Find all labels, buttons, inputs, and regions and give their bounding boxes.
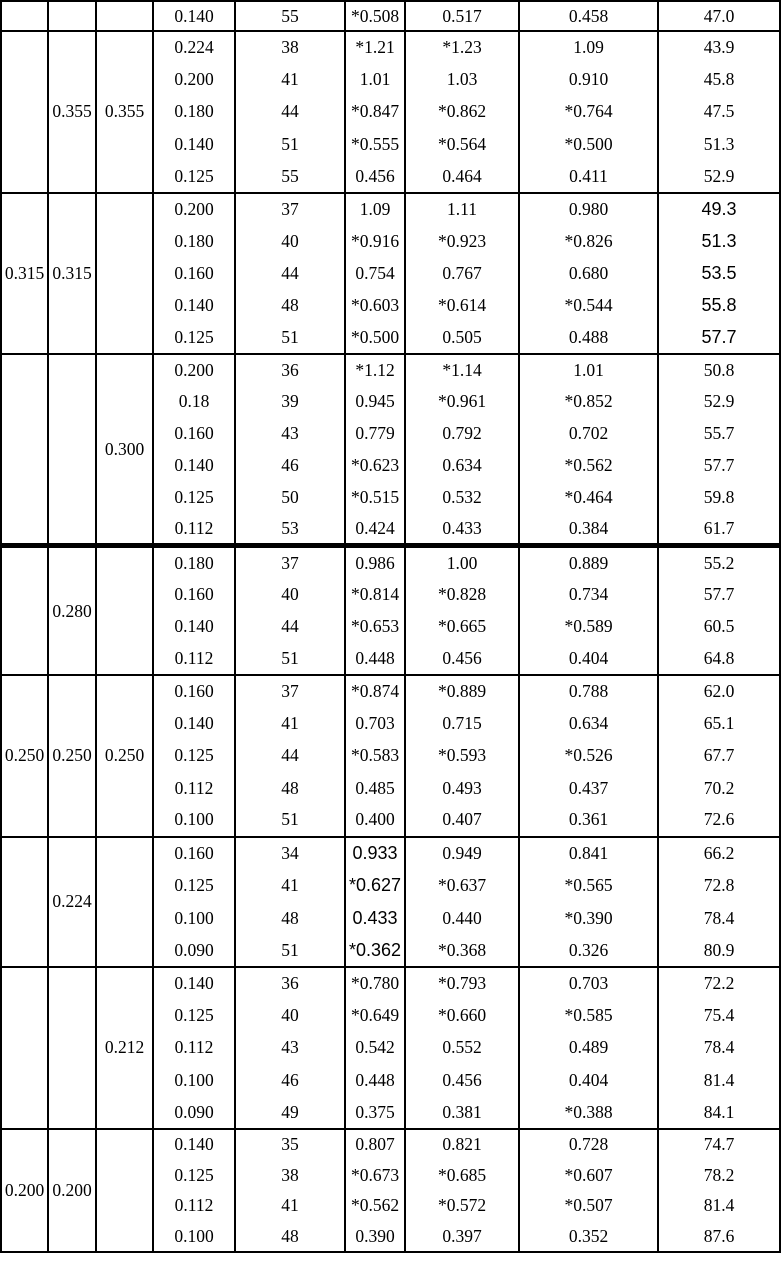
- group-label-a: 0.200: [1, 1129, 48, 1252]
- table-cell: 0.945: [345, 386, 405, 418]
- table-cell: 41: [235, 707, 345, 739]
- table-cell: 60.5: [658, 610, 780, 642]
- table-cell: *0.685: [405, 1160, 519, 1191]
- table-row: [1, 193, 780, 225]
- table-cell: 0.407: [405, 804, 519, 836]
- table-cell: *0.828: [405, 578, 519, 610]
- table-cell: 55.2: [658, 546, 780, 578]
- table-cell: *0.862: [405, 96, 519, 128]
- table-cell: 0.140: [153, 450, 235, 482]
- group-label-c: [96, 193, 153, 354]
- table-cell: 1.11: [405, 193, 519, 225]
- table-cell: 51.3: [658, 128, 780, 160]
- table-cell: 51.3: [658, 225, 780, 257]
- table-cell: 59.8: [658, 482, 780, 514]
- table-cell: *0.562: [345, 1191, 405, 1222]
- table-cell: 0.112: [153, 1191, 235, 1222]
- table-cell: 40: [235, 578, 345, 610]
- table-cell: *0.526: [519, 739, 658, 771]
- table-cell: *0.515: [345, 482, 405, 514]
- table-cell: 0.375: [345, 1097, 405, 1129]
- table-cell: *0.923: [405, 225, 519, 257]
- table-cell: 72.8: [658, 869, 780, 902]
- table-cell: 84.1: [658, 1097, 780, 1129]
- table-cell: 0.703: [519, 967, 658, 999]
- table-cell: 1.01: [519, 354, 658, 386]
- table-cell: 38: [235, 1160, 345, 1191]
- table-row: [1, 31, 780, 63]
- table-cell: 35: [235, 1129, 345, 1160]
- table-cell: 0.440: [405, 902, 519, 935]
- table-cell: *0.564: [405, 128, 519, 160]
- table-cell: 36: [235, 354, 345, 386]
- table-cell: 0.728: [519, 1129, 658, 1160]
- table-cell: 55: [235, 161, 345, 193]
- table-cell: 51: [235, 322, 345, 354]
- table-row: [1, 967, 780, 999]
- table-cell: 0.424: [345, 514, 405, 546]
- table-cell: 0.326: [519, 934, 658, 967]
- table-cell: 74.7: [658, 1129, 780, 1160]
- table-cell: 50: [235, 482, 345, 514]
- table-cell: 81.4: [658, 1191, 780, 1222]
- table-cell: 55.7: [658, 418, 780, 450]
- table-cell: *0.916: [345, 225, 405, 257]
- table-cell: 51: [235, 804, 345, 836]
- table-cell: 0.448: [345, 1064, 405, 1096]
- table-cell: 0.140: [153, 1129, 235, 1160]
- table-cell: 0.125: [153, 1160, 235, 1191]
- table-cell: 0.200: [153, 193, 235, 225]
- table-cell: 43: [235, 418, 345, 450]
- group-label-a: [1, 837, 48, 967]
- table-cell: *0.583: [345, 739, 405, 771]
- table-cell: 65.1: [658, 707, 780, 739]
- group-label-c: 0.212: [96, 967, 153, 1129]
- table-cell: *0.793: [405, 967, 519, 999]
- table-cell: 43: [235, 1032, 345, 1064]
- table-cell: *0.614: [405, 290, 519, 322]
- table-cell: 1.09: [345, 193, 405, 225]
- table-cell: *0.585: [519, 999, 658, 1031]
- table-cell: 49.3: [658, 193, 780, 225]
- table-cell: 0.980: [519, 193, 658, 225]
- table-cell: 36: [235, 967, 345, 999]
- table-cell: 0.933: [345, 837, 405, 870]
- table-cell: *1.21: [345, 31, 405, 63]
- table-cell: 0.125: [153, 999, 235, 1031]
- table-cell: 0.458: [519, 1, 658, 31]
- table-cell: 0.125: [153, 161, 235, 193]
- table-cell: 1.09: [519, 31, 658, 63]
- table-cell: 37: [235, 675, 345, 707]
- table-cell: 0.433: [345, 902, 405, 935]
- table-cell: 44: [235, 739, 345, 771]
- table-cell: 0.140: [153, 1, 235, 31]
- table-cell: 41: [235, 869, 345, 902]
- table-cell: 0.125: [153, 739, 235, 771]
- table-cell: 0.125: [153, 322, 235, 354]
- table-cell: 0.180: [153, 96, 235, 128]
- table-cell: 55: [235, 1, 345, 31]
- table-cell: *0.826: [519, 225, 658, 257]
- table-cell: 0.889: [519, 546, 658, 578]
- table-cell: 0.140: [153, 707, 235, 739]
- table-cell: 87.6: [658, 1221, 780, 1252]
- table-cell: 0.493: [405, 772, 519, 804]
- table-cell: *0.390: [519, 902, 658, 935]
- table-cell: 62.0: [658, 675, 780, 707]
- table-cell: 0.160: [153, 257, 235, 289]
- table-cell: 40: [235, 999, 345, 1031]
- table-cell: 0.485: [345, 772, 405, 804]
- table-cell: 0.464: [405, 161, 519, 193]
- table-cell: 43.9: [658, 31, 780, 63]
- table-cell: 34: [235, 837, 345, 870]
- table-cell: *0.562: [519, 450, 658, 482]
- table-cell: 0.703: [345, 707, 405, 739]
- table-cell: 0.140: [153, 290, 235, 322]
- table-cell: 0.456: [405, 1064, 519, 1096]
- table-row: [1, 1129, 780, 1160]
- table-cell: 78.4: [658, 1032, 780, 1064]
- table-cell: 38: [235, 31, 345, 63]
- table-row: [1, 354, 780, 386]
- table-cell: 0.404: [519, 1064, 658, 1096]
- table-cell: 44: [235, 610, 345, 642]
- table-cell: 78.4: [658, 902, 780, 935]
- table-cell: 66.2: [658, 837, 780, 870]
- table-cell: 0.910: [519, 63, 658, 95]
- table-cell: 0.456: [405, 642, 519, 674]
- table-cell: *0.637: [405, 869, 519, 902]
- table-cell: 52.9: [658, 386, 780, 418]
- table-cell: 0.702: [519, 418, 658, 450]
- table-cell: *0.589: [519, 610, 658, 642]
- table-cell: 0.634: [519, 707, 658, 739]
- table-cell: 48: [235, 290, 345, 322]
- table-cell: 48: [235, 1221, 345, 1252]
- table-cell: *0.507: [519, 1191, 658, 1222]
- table-cell: 0.517: [405, 1, 519, 31]
- group-label-b: 0.200: [48, 1129, 96, 1252]
- table-cell: 0.140: [153, 128, 235, 160]
- table-cell: 0.125: [153, 869, 235, 902]
- table-cell: *0.874: [345, 675, 405, 707]
- table-cell: 70.2: [658, 772, 780, 804]
- table-cell: 0.488: [519, 322, 658, 354]
- table-cell: 0.949: [405, 837, 519, 870]
- table-cell: *0.627: [345, 869, 405, 902]
- group-label-a: [1, 354, 48, 546]
- table-cell: *0.500: [519, 128, 658, 160]
- table-cell: 0.788: [519, 675, 658, 707]
- table-cell: 57.7: [658, 578, 780, 610]
- table-cell: 40: [235, 225, 345, 257]
- group-label-c: 0.300: [96, 354, 153, 546]
- table-cell: 53.5: [658, 257, 780, 289]
- table-cell: 0.779: [345, 418, 405, 450]
- table-cell: 46: [235, 1064, 345, 1096]
- group-label-a: [1, 967, 48, 1129]
- table-cell: 0.090: [153, 1097, 235, 1129]
- group-label-b: 0.280: [48, 546, 96, 675]
- table-cell: 1.00: [405, 546, 519, 578]
- table-cell: *1.23: [405, 31, 519, 63]
- table-cell: 81.4: [658, 1064, 780, 1096]
- table-cell: 0.352: [519, 1221, 658, 1252]
- table-cell: 0.112: [153, 642, 235, 674]
- table-cell: 39: [235, 386, 345, 418]
- table-cell: *0.388: [519, 1097, 658, 1129]
- table-cell: *0.607: [519, 1160, 658, 1191]
- table-cell: 0.224: [153, 31, 235, 63]
- table-cell: *0.368: [405, 934, 519, 967]
- table-cell: 53: [235, 514, 345, 546]
- table-cell: 51: [235, 642, 345, 674]
- table-cell: *0.555: [345, 128, 405, 160]
- table-cell: 0.821: [405, 1129, 519, 1160]
- table-cell: *0.565: [519, 869, 658, 902]
- table-cell: 0.112: [153, 772, 235, 804]
- group-label-c: [96, 546, 153, 675]
- table-cell: *0.653: [345, 610, 405, 642]
- table-cell: 0.767: [405, 257, 519, 289]
- table-cell: 1.03: [405, 63, 519, 95]
- table-cell: 37: [235, 546, 345, 578]
- table-cell: 0.112: [153, 1032, 235, 1064]
- table-cell: 0.437: [519, 772, 658, 804]
- table-row: [1, 837, 780, 870]
- table-cell: 0.448: [345, 642, 405, 674]
- table-cell: 0.456: [345, 161, 405, 193]
- table-cell: 0.100: [153, 804, 235, 836]
- table-cell: 48: [235, 902, 345, 935]
- table-cell: *0.660: [405, 999, 519, 1031]
- group-label-c: [96, 1, 153, 31]
- table-cell: 0.160: [153, 418, 235, 450]
- table-cell: 0.404: [519, 642, 658, 674]
- table-cell: 78.2: [658, 1160, 780, 1191]
- table-cell: *0.673: [345, 1160, 405, 1191]
- table-cell: *0.603: [345, 290, 405, 322]
- group-label-b: 0.250: [48, 675, 96, 837]
- group-label-c: 0.355: [96, 31, 153, 193]
- group-label-c: [96, 1129, 153, 1252]
- table-cell: *0.665: [405, 610, 519, 642]
- group-label-b: [48, 967, 96, 1129]
- table-cell: *0.464: [519, 482, 658, 514]
- table-cell: 0.841: [519, 837, 658, 870]
- table-cell: 0.160: [153, 837, 235, 870]
- table-cell: 0.807: [345, 1129, 405, 1160]
- group-label-b: 0.315: [48, 193, 96, 354]
- table-cell: 0.112: [153, 514, 235, 546]
- table-cell: *0.572: [405, 1191, 519, 1222]
- table-cell: *0.508: [345, 1, 405, 31]
- table-cell: 48: [235, 772, 345, 804]
- table-cell: 0.140: [153, 967, 235, 999]
- group-label-c: 0.250: [96, 675, 153, 837]
- table-cell: *0.764: [519, 96, 658, 128]
- table-cell: 0.384: [519, 514, 658, 546]
- table-cell: 0.200: [153, 354, 235, 386]
- table-cell: 0.634: [405, 450, 519, 482]
- group-label-c: [96, 837, 153, 967]
- table-cell: *1.12: [345, 354, 405, 386]
- table-cell: 0.100: [153, 902, 235, 935]
- group-label-b: [48, 354, 96, 546]
- table-cell: 0.754: [345, 257, 405, 289]
- table-row: [1, 675, 780, 707]
- table-cell: *0.847: [345, 96, 405, 128]
- table-cell: 0.180: [153, 546, 235, 578]
- group-label-a: [1, 546, 48, 675]
- table-cell: 41: [235, 1191, 345, 1222]
- table-cell: 0.100: [153, 1064, 235, 1096]
- table-cell: 0.552: [405, 1032, 519, 1064]
- table-cell: 44: [235, 257, 345, 289]
- table-cell: 57.7: [658, 322, 780, 354]
- table-cell: 0.400: [345, 804, 405, 836]
- table-cell: 0.361: [519, 804, 658, 836]
- table-cell: 0.397: [405, 1221, 519, 1252]
- table-cell: 57.7: [658, 450, 780, 482]
- table-cell: 0.411: [519, 161, 658, 193]
- table-cell: 75.4: [658, 999, 780, 1031]
- table-cell: 0.18: [153, 386, 235, 418]
- table-cell: *0.889: [405, 675, 519, 707]
- table-cell: 50.8: [658, 354, 780, 386]
- table-cell: 0.489: [519, 1032, 658, 1064]
- table-cell: *0.362: [345, 934, 405, 967]
- table-cell: 0.160: [153, 675, 235, 707]
- group-label-a: [1, 1, 48, 31]
- table-cell: 0.505: [405, 322, 519, 354]
- table-cell: 51: [235, 934, 345, 967]
- table-cell: 51: [235, 128, 345, 160]
- table-cell: 0.792: [405, 418, 519, 450]
- table-cell: 67.7: [658, 739, 780, 771]
- group-label-a: [1, 31, 48, 193]
- table-cell: *1.14: [405, 354, 519, 386]
- table-cell: 0.100: [153, 1221, 235, 1252]
- table-cell: 0.125: [153, 482, 235, 514]
- table-cell: 0.200: [153, 63, 235, 95]
- table-cell: 41: [235, 63, 345, 95]
- table-cell: *0.623: [345, 450, 405, 482]
- table-cell: 49: [235, 1097, 345, 1129]
- table-cell: 45.8: [658, 63, 780, 95]
- table-cell: 0.715: [405, 707, 519, 739]
- group-label-b: 0.224: [48, 837, 96, 967]
- table-cell: 72.2: [658, 967, 780, 999]
- table-cell: 0.390: [345, 1221, 405, 1252]
- group-label-a: 0.315: [1, 193, 48, 354]
- table-cell: 0.532: [405, 482, 519, 514]
- table-cell: 0.986: [345, 546, 405, 578]
- table-cell: 0.433: [405, 514, 519, 546]
- table-cell: 0.680: [519, 257, 658, 289]
- table-cell: 44: [235, 96, 345, 128]
- table-row: [1, 546, 780, 578]
- table-row: [1, 1, 780, 31]
- table-cell: 0.381: [405, 1097, 519, 1129]
- table-cell: *0.544: [519, 290, 658, 322]
- table-cell: 0.090: [153, 934, 235, 967]
- table-cell: 0.542: [345, 1032, 405, 1064]
- table-cell: 0.160: [153, 578, 235, 610]
- table-cell: 37: [235, 193, 345, 225]
- table-cell: 1.01: [345, 63, 405, 95]
- group-label-a: 0.250: [1, 675, 48, 837]
- table-cell: 0.180: [153, 225, 235, 257]
- table-cell: *0.593: [405, 739, 519, 771]
- table-cell: 72.6: [658, 804, 780, 836]
- group-label-b: 0.355: [48, 31, 96, 193]
- table-body: [1, 1, 780, 1252]
- table-cell: *0.780: [345, 967, 405, 999]
- table-cell: 64.8: [658, 642, 780, 674]
- table-cell: 55.8: [658, 290, 780, 322]
- table-cell: *0.649: [345, 999, 405, 1031]
- table-cell: 46: [235, 450, 345, 482]
- table-cell: *0.500: [345, 322, 405, 354]
- table-cell: *0.961: [405, 386, 519, 418]
- table-cell: 0.140: [153, 610, 235, 642]
- table-cell: *0.814: [345, 578, 405, 610]
- table-cell: 47.0: [658, 1, 780, 31]
- table-cell: 52.9: [658, 161, 780, 193]
- table-cell: *0.852: [519, 386, 658, 418]
- table-cell: 47.5: [658, 96, 780, 128]
- table-cell: 80.9: [658, 934, 780, 967]
- table-cell: 61.7: [658, 514, 780, 546]
- group-label-b: [48, 1, 96, 31]
- table-cell: 0.734: [519, 578, 658, 610]
